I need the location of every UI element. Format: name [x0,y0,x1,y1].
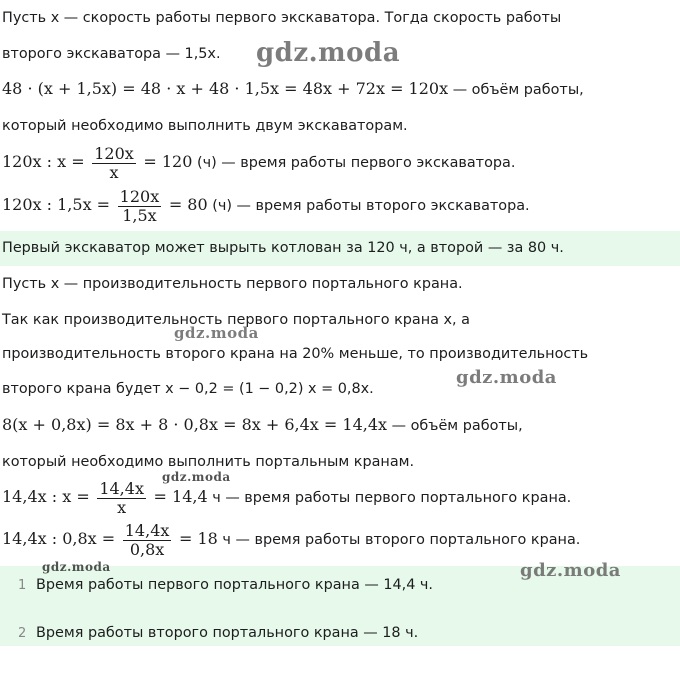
watermark-logo: gdz.moda [520,560,621,581]
watermark-logo: gdz.moda [456,367,557,388]
eq3-tail: (ч) — время работы второго экскаватора. [212,198,530,214]
equation-1 [2,79,584,100]
watermark-logo: gdz.moda [174,324,259,342]
answer-item-text: Время работы первого портального крана — 14,4 ч. [36,577,434,593]
text-p5: который необходимо выполнить портальным кранам. [2,454,415,470]
eq2-num: 120x [94,143,134,163]
eq6-num: 14,4x [124,520,170,540]
eq5-num: 14,4x [99,478,144,498]
text-p4b: производительность второго крана на 20% меньше, то производительность [2,346,589,362]
equation-6 [2,517,580,562]
equation-2 [2,140,515,185]
equation-4 [2,415,523,436]
equation-1-tail: — объём работы, [452,82,584,98]
eq5-right: = 14,4 [153,487,208,506]
eq2-left: 120x : x = [2,152,85,171]
answer-item-text: Время работы второго портального крана — 18 ч. [36,625,419,641]
equation-5 [2,475,571,520]
text-p3: Пусть x — производительность первого портального крана. [2,276,463,292]
answer-1-text: Первый экскаватор может вырыть котлован за 120 ч, а второй — за 80 ч. [2,240,564,256]
eq3-fraction [118,188,162,225]
eq6-left: 14,4x : 0,8x = [2,529,116,548]
eq5-fraction [97,480,146,517]
equation-3 [2,183,530,228]
eq2-den: x [109,162,119,182]
eq6-right: = 18 [178,529,218,548]
watermark-logo: gdz.moda [256,38,401,68]
eq2-fraction [92,145,136,182]
eq5-tail: ч — время работы первого портального крана. [212,490,572,506]
equation-1-math: 48 · (x + 1,5x) = 48 · x + 48 · 1,5x = 48x + 72x = 120x [2,79,449,98]
text-p4a: Так как производительность первого портального крана x, а [2,312,471,328]
list-number: 2 [18,626,27,641]
eq3-num: 120x [119,186,160,206]
equation-4-tail: — объём работы, [391,418,523,434]
eq3-right: = 80 [168,195,208,214]
eq2-tail: (ч) — время работы первого экскаватора. [196,155,516,171]
text-p1b: второго экскаватора — 1,5x. [2,46,221,62]
watermark-logo: gdz.moda [162,470,231,484]
eq6-den: 0,8x [129,539,165,559]
text-p4c: второго крана будет x − 0,2 = (1 − 0,2) x = 0,8x. [2,381,374,397]
eq6-tail: ч — время работы второго портального крана. [222,532,581,548]
equation-4-math: 8(x + 0,8x) = 8x + 8 · 0,8x = 8x + 6,4x = 14,4x [2,415,388,434]
answer-list-item [18,623,418,644]
list-number: 1 [18,578,27,593]
eq2-right: = 120 [143,152,193,171]
text-p1a: Пусть x — скорость работы первого экскаватора. Тогда скорость работы [2,10,562,26]
eq5-left: 14,4x : x = [2,487,90,506]
answer-list-item [18,575,433,596]
watermark-logo: gdz.moda [42,560,111,574]
eq3-den: 1,5x [122,205,157,225]
text-p2: который необходимо выполнить двум экскаваторам. [2,118,408,134]
eq5-den: x [117,497,127,517]
eq3-left: 120x : 1,5x = [2,195,111,214]
eq6-fraction [123,522,172,559]
